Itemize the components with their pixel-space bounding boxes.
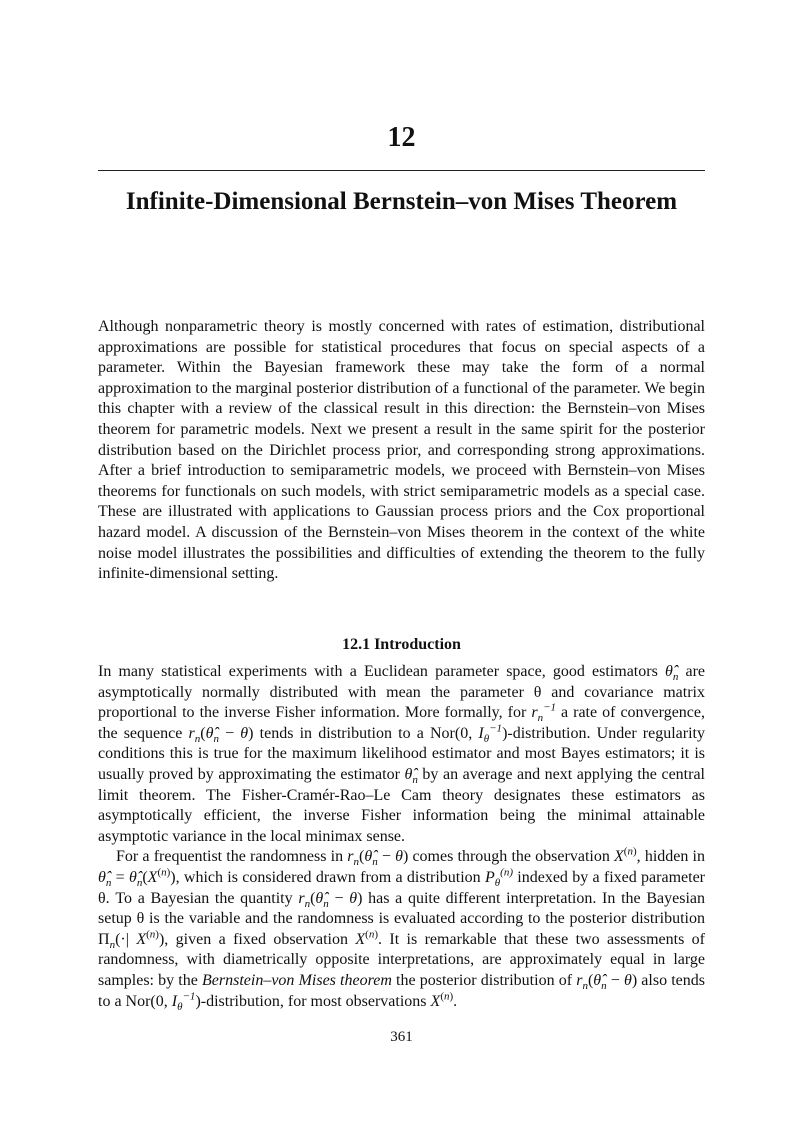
text-run: )-distribution, for most observations [195, 992, 431, 1010]
chapter-number: 12 [387, 122, 416, 153]
text-run: , given a fixed observation [164, 930, 356, 948]
chapter-title: Infinite-Dimensional Bernstein–von Mises Theorem [125, 188, 678, 215]
text-run: For a frequentist the randomness in [116, 848, 348, 866]
text-run: In many statistical experiments with a Euclidean parameter space, good estimators [98, 663, 665, 680]
text-run: , hidden in [636, 848, 705, 866]
text-run: comes through the observation [408, 848, 615, 866]
chapter-rule [98, 170, 705, 171]
text-run: )-distribution. Under regularity conditions this is true for the maximum likelihood estimator and most Bayes estimators; it is usually proved by approximating the estimator [98, 724, 706, 783]
text-run: the posterior distribution of [391, 971, 577, 989]
text-run: also tends to a Nor(0, [98, 971, 706, 1010]
text-run: by an average and next applying the central limit theorem. The Fisher-Cramér-Rao–Le Cam theory designates these estimators as asymptotically efficient, the inverse Fisher information being the minimal attainable asymptotic variance in the local minimax sense. [98, 765, 706, 845]
text-run: , which is considered drawn from a distribution [175, 868, 485, 886]
text-run: . [453, 992, 458, 1010]
text-run: indexed by a fixed parameter θ. To a Bayesian the quantity [98, 868, 706, 907]
text-run: a rate of convergence, the sequence [98, 704, 706, 742]
text-run: are asymptotically normally distributed with mean the parameter θ and covariance matrix proportional to the inverse Fisher information. More formally, for [98, 663, 706, 722]
section-body [98, 662, 705, 1012]
page-number: 361 [390, 1029, 413, 1045]
text-run: tends in distribution to a Nor(0, [253, 724, 479, 742]
text-run: . It is remarkable that these two assessments of randomness, with diametrically opposite interpretations, are approximately equal in large samples: by the [98, 930, 706, 989]
emphasis-term: Bernstein–von Mises theorem [202, 971, 392, 989]
section-heading: 12.1 Introduction [342, 636, 461, 653]
paragraph-1: In many statistical experiments with a Euclidean parameter space, good estimators $\thetâ_n$ are asymptotically normally distributed with mean the parameter θ and covariance matrix proportional to the inverse Fisher information. More formally, for $r_n^{-1}$ a rate of convergence, the sequence $r_n(\thetâ_n - \theta)$ tends in distribution to a Nor(0, $I_\theta^{-1}$)-distribution. Under regularity conditions this is true for the maximum likelihood estimator and most Bayes estimators; it is usually proved by approximating the estimator $\thetâ_n$ by an average and next applying the central limit theorem. The Fisher-Cramér-Rao–Le Cam theory designates these estimators as asymptotically efficient, the inverse Fisher information being the minimal attainable asymptotic variance in the local minimax sense. [98, 663, 706, 845]
paragraph-2: For a frequentist the randomness in $r_n(\thetâ_n - \theta)$ comes through the observation $X^{(n)}$, hidden in $\thetâ_n$ = $\thetâ_n(X^{(n)})$, which is considered drawn from a distribution $P_\theta^{(n)}$ indexed by a fixed parameter θ. To a Bayesian the quantity $r_n(\thetâ_n - \theta)$ has a quite different interpretation. In the Bayesian setup θ is the variable and the randomness is evaluated according to the posterior distribution $\Pi_n(\cdot|$ $X^{(n)}$), given a fixed observation $X^{(n)}$. It is remarkable that these two assessments of randomness, with diametrically opposite interpretations, are approximately equal in large samples: by the Bernstein–von Mises theorem the posterior distribution of $r_n(\thetâ_n - \theta)$ also tends to a Nor(0, $I_\theta^{-1}$)-distribution, for most observations $X^{(n)}$. [98, 846, 706, 1013]
text-run: has a quite different interpretation. In the Bayesian setup θ is the variable and the randomness is evaluated according to the posterior distribution [98, 889, 705, 928]
chapter-abstract: Although nonparametric theory is mostly concerned with rates of estimation, distributional approximations are possible for statistical procedures that focus on special aspects of a parameter. Within the Bayesian framework these may take the form of a normal approximation to the marginal posterior distribution of a functional of the parameter. We begin this chapter with a review of the classical result in this direction: the Bernstein–von Mises theorem for parametric models. Next we present a result in the same spirit for the posterior distribution based on the Dirichlet process prior, and corresponding strong approximations. After a brief introduction to semiparametric models, we proceed with Bernstein–von Mises theorems for functionals on such models, with strict semiparametric models as a special case. These are illustrated with applications to Gaussian process priors and the Cox proportional hazard model. A discussion of the Bernstein–von Mises theorem in the context of the white noise model illustrates the possibilities and difficulties of extending the theorem to the fully infinite-dimensional setting. [98, 318, 705, 583]
